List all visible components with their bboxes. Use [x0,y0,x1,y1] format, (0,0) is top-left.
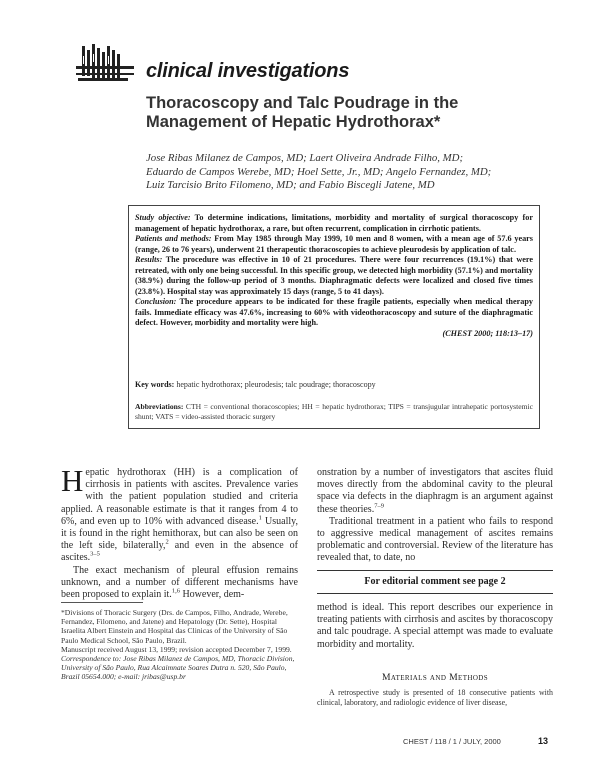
footnote-affiliation: *Divisions of Thoracic Surgery (Drs. de Campos, Filho, Andrade, Werebe, Fernandez, Filomeno, and Jatene) and Hepatology (Dr. Sette), Hospital Israelita Albert Einstein and Hospital das Clinicas of the University of São Paulo Medical School, São Paulo, Brazil. [61,608,288,645]
body-text: Usually, it is found in the right hemithorax, but can also be seen on the left side, bilaterally, [61,515,298,552]
body-paragraph [61,463,298,565]
section-heading: Materials and Methods [381,672,489,683]
author-line: Jose Ribas Milanez de Campos, MD; Laert Oliveira Andrade Filho, MD; [146,152,464,164]
methods-label: Patients and methods: [135,234,212,243]
body-column-right [317,467,553,565]
abstract-conclusion [135,297,533,329]
citation-ref: 1,6 [171,587,180,595]
citation-ref: 2 [165,538,169,546]
body-text: onstration by a number of investigators that ascites fluid moves directly from the abdominal cavity to the pleural space via defects in the diaphragm is an argument against these theories. [317,467,553,515]
author-line: Eduardo de Campos Werebe, MD; Hoel Sette, Jr., MD; Angelo Fernandez, MD; [146,165,492,178]
abbreviations [135,402,533,421]
footnotes [61,608,298,682]
objective-text: To determine indications, limitations, morbidity and mortality of surgical thoracoscopy for management of hepatic hydrothorax, a rare, but often recurrent, complication in cirrhotic patients. [135,213,533,233]
body-text: and even in the absence of ascites. [61,540,298,564]
body-paragraph: method is ideal. This report describes our experience in treating patients with cirrhosis and ascites by thoracoscopy and talc poudrage. A special attempt was made to evaluate morbidity and mortality. [317,602,553,650]
abbreviations-text: CTH = conventional thoracoscopies; HH = hepatic hydrothorax; TIPS = transjugular intrahepatic portosystemic shunt; VATS = video-assisted thoracic surgery [135,402,533,421]
body-column-right-continued [317,602,553,651]
body-text: The exact mechanism of pleural effusion remains unknown, and a number of different mechanisms have been proposed to explain it. [61,564,298,601]
abstract-box [128,205,540,429]
methods-text: From May 1985 through May 1999, 10 men and 8 women, with a mean age of 57.6 years (range, 26 to 76 years), underwent 21 therapeutic thoracoscopies to achieve pleurodesis by application of talc. [135,234,533,254]
chest-journal-logo-icon [76,44,134,86]
footnote-correspondence: Correspondence to: Jose Ribas Milanez de Campos, MD, Thoracic Division, University of São Paulo, Rua Alcaimnate Soares Dutra n. 520, São Paulo, Brazil 05654.000; e-mail: jribas@usp.br [61,654,295,682]
page-number: 13 [538,736,549,746]
results-label: Results: [135,255,163,264]
conclusion-text: The procedure appears to be indicated for these fragile patients, especially when medical therapy fails. Immediate efficacy was 47.6%, increasing to 60% with videothoracoscopy and suture of the diaphragmatic defect. However, morbidity and mortality were high. [135,297,533,327]
abstract-methods [135,234,533,255]
abbreviations-label: Abbreviations: [135,402,184,411]
author-list [146,152,526,193]
footnote-divider [61,602,143,603]
methods-paragraph: A retrospective study is presented of 18 consecutive patients with clinical, laboratory, and radiologic evidence of liver disease, [317,688,553,707]
author-line: Luiz Tarcisio Brito Filomeno, MD; and Fabio Biscegli Jatene, MD [146,179,435,191]
keywords-label: Key words: [135,380,175,389]
abstract-objective [135,213,533,234]
body-paragraph: Traditional treatment in a patient who fails to respond to aggressive medical management of ascites remains problematic and controversial. Review of the literature has revealed that, to date, no [317,515,553,564]
title-line: Thoracoscopy and Talc Poudrage in the [146,94,459,112]
keywords [135,380,533,390]
editorial-comment-box: For editorial comment see page 2 [317,570,553,594]
citation-ref: 1 [258,514,262,522]
citation-ref: 7–9 [374,502,384,510]
drop-cap: H [61,463,84,498]
conclusion-label: Conclusion: [135,297,177,306]
article-title [146,94,526,132]
body-column-left [61,463,298,601]
objective-label: Study objective: [135,213,191,222]
abstract-results [135,255,533,297]
body-paragraph [317,467,553,516]
abstract-text [135,213,533,339]
keywords-text: hepatic hydrothorax; pleurodesis; talc poudrage; thoracoscopy [174,380,376,389]
citation-ref: 3–5 [90,551,100,559]
abstract-citation: (CHEST 2000; 118:13–17) [442,328,533,338]
results-text: The procedure was effective in 10 of 21 procedures. There were four recurrences (19.1%) that were retreated, with only one being successful. In this specific group, we detected high morbidity (57.1%) and mortality (38.9%) during the follow-up period of 3 months. Diaphragmatic defects were localized and closed five times (23.8%). Hospital stay was approximately 15 days (range, 5 to 41 days). [135,255,533,296]
body-text: However, dem- [179,589,245,601]
body-text: epatic hydrothorax (HH) is a complication of cirrhosis in patients with ascites. Prevalence varies with the patient population studied and criteria applied. A reasonable estimate is that it ranges from 4 to 6%, and even up to 10% with advanced disease. [61,467,298,527]
section-label: clinical investigations [146,60,350,82]
title-line: Management of Hepatic Hydrothorax* [146,113,441,131]
body-paragraph [61,565,298,602]
footnote-received: Manuscript received August 13, 1999; revision accepted December 7, 1999. [61,644,292,654]
journal-footer: CHEST / 118 / 1 / JULY, 2000 [403,737,501,746]
